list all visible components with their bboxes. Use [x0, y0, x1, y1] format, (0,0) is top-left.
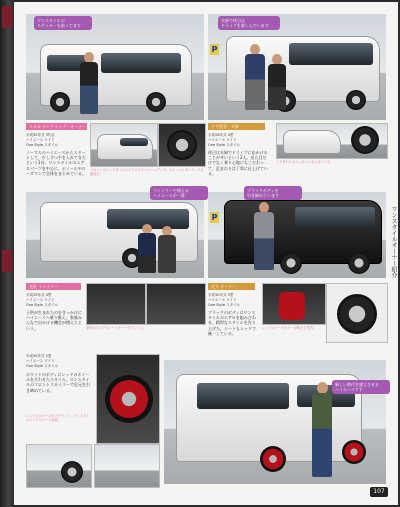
owner-4-body-text: ブラックのボディにワンスタイルのエアロを組み合わせ、精悍なスタイルを作り上げた。シートもレッドで統一している。: [208, 310, 256, 336]
quote-line: 引き締めています: [247, 193, 279, 198]
owner-3-caption: 室内はフロアやシートカバーでアレンジ。: [86, 326, 146, 330]
owner-person: [78, 52, 100, 114]
spec-line: One Style スタイル: [208, 143, 241, 147]
owner-5-wheel-photo: [96, 354, 160, 444]
van-wheel: [50, 92, 70, 112]
parking-sign: P: [211, 213, 218, 222]
owner-5-quote-bubble: [332, 380, 390, 394]
van-window: [289, 43, 373, 65]
owner-2-spec: [208, 133, 268, 148]
owner-3-body-text: 子供が生まれたのをきっかけにハイエースへ乗り換え。家族みんなで出かける機会が増えたという。: [26, 310, 82, 331]
red-seat: [279, 292, 305, 320]
van-wheel: [61, 461, 83, 483]
van: [283, 130, 341, 154]
magazine-binding: [0, 0, 14, 507]
owner-3-quote-bubble: [150, 186, 208, 200]
wheel-closeup: [337, 294, 377, 334]
spec-line: ハイエース ワイド: [208, 298, 237, 302]
page-number: 107: [370, 487, 388, 497]
spec-line: One Style スタイル: [26, 364, 59, 368]
owner-5-body-text: ホワイトのボディにレッドのホイールを合わせたスタイル。ワンスタイルのフロントスポイラーで足元を引き締めている。: [26, 372, 90, 393]
owner-2-quote-bubble: [218, 16, 280, 30]
owner-5-spec: [26, 354, 86, 369]
owner-person: [266, 54, 288, 112]
quote-line: ブラックボディを: [247, 188, 279, 193]
owner-person: [136, 224, 158, 274]
quote-line: 新しい時代を感じさせる: [335, 382, 379, 387]
spec-line: ハイエース ワイド: [26, 138, 55, 142]
van-window: [101, 53, 181, 73]
owner-person: [310, 382, 334, 478]
person-body: [245, 54, 265, 110]
spec-line: One Style スタイル: [208, 303, 241, 307]
person-body: [254, 212, 274, 270]
spec-line: 平成29年式 4型: [26, 293, 52, 297]
owner-4-spec: [208, 293, 260, 308]
owner-4-name-bar: 佐大 オーナー: [208, 283, 255, 290]
van-wheel: [342, 440, 366, 464]
owner-5-caption: レッドのホイールがアクセント。ワンスタイルのエアロパーツ装着。: [26, 414, 90, 423]
spec-line: One Style スタイル: [26, 303, 59, 307]
owner-4-seat-photo: [262, 283, 326, 325]
van: [97, 134, 153, 160]
owner-1-wheel-photo: [158, 123, 206, 167]
binding-mark: [2, 250, 12, 272]
parking-sign: P: [211, 45, 218, 54]
owner-2-name-bar: 十字型君・夫婦: [208, 123, 265, 130]
owner-1-name-bar: ユタカ タンクトップ・オーナー: [26, 123, 87, 130]
van-wheel: [348, 252, 370, 274]
quote-line: ドライブを楽しんでいます: [221, 23, 269, 28]
owner-4-caption: レッドのシートカバーが映える室内。: [262, 326, 317, 330]
owner-2-body-text: 休日は夫婦でドライブに出かけることが多いという2人。見た目だけでなく乗り心地にもこだわって、足まわりは丁寧に仕上げている。: [208, 150, 268, 176]
quote-line: 夫婦で休日は: [221, 18, 245, 23]
van-wheel: [260, 446, 286, 472]
owner-5-side-photo: [26, 444, 92, 488]
owner-4-photo: [208, 192, 386, 278]
owner-2-rear-photo: [276, 123, 388, 159]
owner-2-caption: リヤまわりもスッキリとまとめている。: [276, 160, 334, 164]
owner-5-front-photo: [94, 444, 160, 488]
quote-line: ファミリーで使える: [153, 188, 189, 193]
person-body: [80, 62, 98, 114]
vertical-section-title: ワンスタイルオーナー紹介: [390, 206, 397, 278]
spec-line: ハイエース ワイド: [26, 359, 55, 363]
person-body: [312, 393, 332, 477]
person-body: [268, 64, 286, 110]
spec-line: 平成30年式 5型: [208, 293, 234, 297]
van-wheel: [346, 90, 366, 110]
magazine-page: [14, 2, 398, 505]
spec-line: 平成28年式 4型: [208, 133, 234, 137]
person-body: [138, 233, 156, 273]
wheel-closeup: [351, 126, 379, 154]
owner-1-caption: フロントはワンスタイルのエアロでボリュームアップ。ホイールとのバランスも絶妙だ。: [90, 168, 204, 177]
owner-person: [156, 226, 178, 274]
spec-line: One Style スタイル: [26, 143, 59, 147]
van-window: [295, 207, 375, 229]
owner-1-quote-bubble: [34, 16, 92, 30]
van-wheel: [280, 252, 302, 274]
wheel-closeup: [167, 130, 197, 160]
owner-3-photo: [26, 192, 204, 278]
spec-line: 平成30年式 5型: [26, 354, 52, 358]
owner-person: [252, 202, 276, 272]
owner-3-interior-photo: [86, 283, 146, 325]
spec-line: ハイエース ワイド: [208, 138, 237, 142]
owner-3-name-bar: 光紅 ファミリー: [26, 283, 81, 290]
quote-line: ワンスタイルの: [37, 18, 65, 23]
quote-line: ステッカーも貼ってます: [37, 23, 81, 28]
red-wheel-closeup: [105, 375, 153, 423]
owner-1-body-text: ノーマルのハイエースからスタートして、少しずつ手を入れてきたという1台。ワンスタイルのエアロパーツを中心に、ホイールやローダウンで全体をまとめている。: [26, 150, 86, 176]
owner-4-quote-bubble: [244, 186, 302, 200]
owner-3-interior-photo: [146, 283, 206, 325]
quote-line: ハイエースが一番！: [153, 193, 189, 198]
quote-line: ハイエースです: [335, 387, 363, 392]
owner-1-detail-photo: [90, 123, 158, 167]
van-window: [197, 383, 289, 409]
owner-1-spec: [26, 133, 86, 148]
spec-line: 平成30年式 3代目: [26, 133, 55, 137]
owner-person: [242, 44, 268, 112]
owner-4-wheel-photo: [326, 283, 388, 343]
owner-5-photo: [164, 360, 386, 484]
spec-line: ハイエース ワイド: [26, 298, 55, 302]
van-window: [120, 138, 148, 146]
binding-mark: [2, 6, 12, 28]
van-wheel: [146, 92, 166, 112]
owner-3-spec: [26, 293, 82, 308]
person-body: [158, 235, 176, 273]
